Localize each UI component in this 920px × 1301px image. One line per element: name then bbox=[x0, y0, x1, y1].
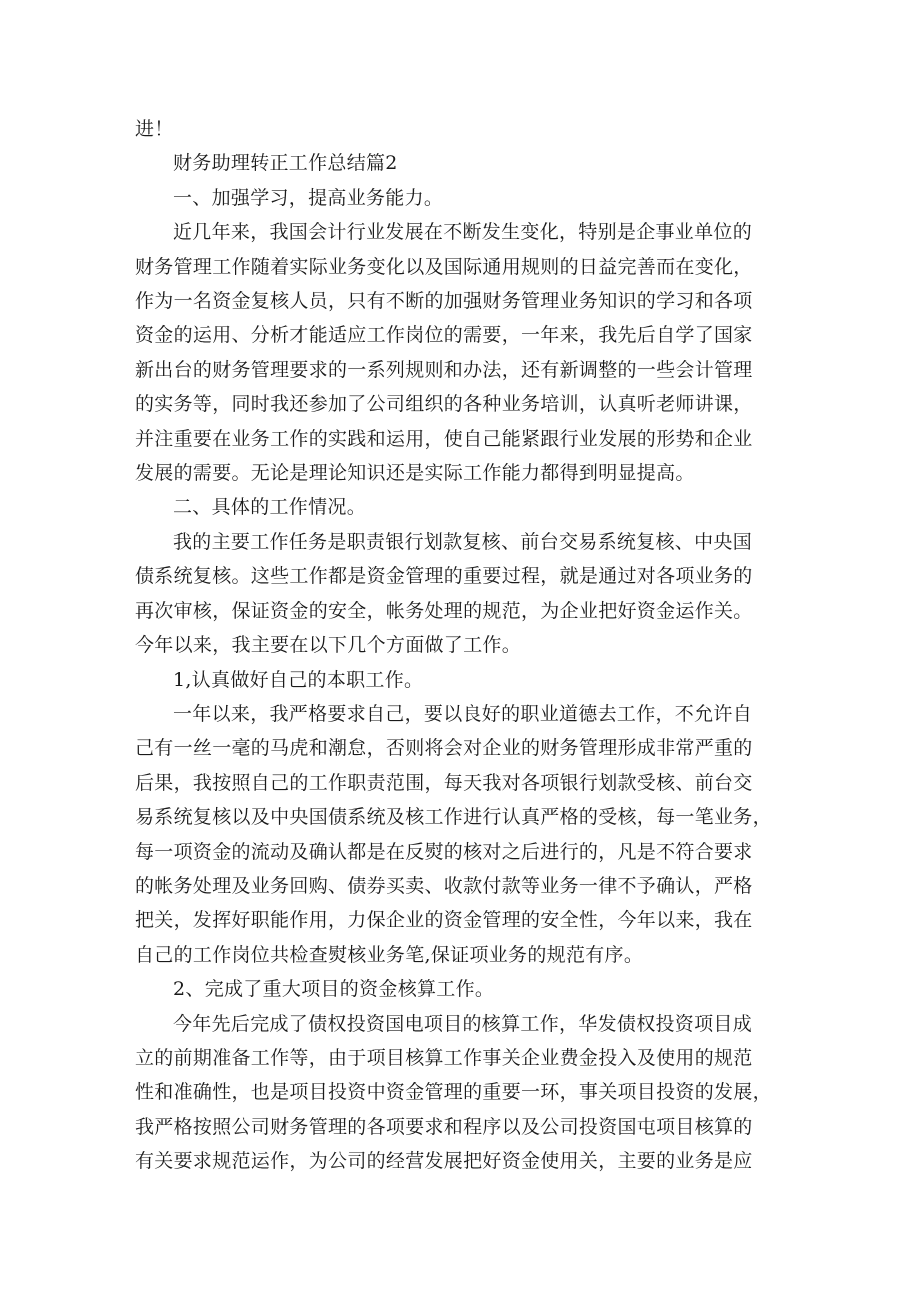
paragraph bbox=[135, 697, 785, 972]
text-line: 作为一名资金复核人员，只有不断的加强财务管理业务知识的学习和各项 bbox=[135, 290, 753, 313]
document-page bbox=[135, 112, 785, 1179]
text-line: 把关，发挥好职能作用，力保企业的资金管理的安全性，今年以来，我在 bbox=[135, 909, 753, 932]
text-line: 的实务等，同时我还参加了公司组织的各种业务培训，认真听老师讲课， bbox=[135, 393, 753, 416]
text-line: 再次审核，保证资金的安全，帐务处理的规范，为企业把好资金运作关。 bbox=[135, 599, 753, 622]
paragraph bbox=[135, 181, 785, 215]
text-line: 易系统复核以及中央国债系统及核工作进行认真严格的受核，每一笔业务， bbox=[135, 806, 772, 829]
text-line: 今年以来，我主要在以下几个方面做了工作。 bbox=[135, 634, 522, 657]
text-line: 1,认真做好自己的本职工作。 bbox=[173, 668, 424, 691]
text-line: 并注重要在业务工作的实践和运用，使自己能紧跟行业发展的形势和企业 bbox=[135, 427, 753, 450]
text-line: 今年先后完成了债权投资国电项目的核算工作，华发债权投资项目成 bbox=[173, 1012, 753, 1035]
text-line: 己有一丝一毫的马虎和潮怠，否则将会对企业的财务管理形成非常严重的 bbox=[135, 737, 753, 760]
text-line: 2、完成了重大项目的资金核算工作。 bbox=[173, 978, 495, 1001]
text-line: 二、具体的工作情况。 bbox=[173, 496, 367, 519]
paragraph bbox=[135, 490, 785, 524]
paragraph bbox=[135, 525, 785, 663]
text-line: 财务管理工作随着实际业务变化以及国际通用规则的日益完善而在变化， bbox=[135, 255, 753, 278]
text-line: 立的前期准备工作等，由于项目核算工作事关企业费金投入及使用的规范 bbox=[135, 1046, 753, 1069]
paragraph bbox=[135, 972, 785, 1006]
text-line: 近几年来，我国会计行业发展在不断发生变化，特别是企事业单位的 bbox=[173, 221, 753, 244]
text-line: 我严格按照公司财务管理的各项要求和程序以及公司投资国屯项目核算的 bbox=[135, 1115, 753, 1138]
text-line: 一年以来，我严格要求自己，要以良好的职业道德去工作，不允许自 bbox=[173, 702, 753, 725]
text-line: 每一项资金的流动及确认都是在反熨的核对之后进行的，凡是不符合要求 bbox=[135, 840, 753, 863]
text-line: 的帐务处理及业务回购、债券买卖、收款付款等业务一律不予确认，严格 bbox=[135, 874, 753, 897]
text-line: 财务助理转正工作总结篇2 bbox=[173, 152, 398, 175]
text-line: 性和准确性，也是项目投资中资金管理的重要一环，事关项目投资的发展， bbox=[135, 1081, 772, 1104]
paragraph bbox=[135, 146, 785, 180]
paragraph bbox=[135, 663, 785, 697]
paragraph bbox=[135, 215, 785, 490]
text-line: 我的主要工作任务是职责银行划款复核、前台交易系统复核、中央国 bbox=[173, 530, 753, 553]
text-line: 新出台的财务管理要求的一系列规则和办法，还有新调整的一些会计管理 bbox=[135, 358, 753, 381]
paragraph bbox=[135, 112, 785, 146]
text-line: 进！ bbox=[135, 118, 174, 140]
text-line: 债系统复核。这些工作都是资金管理的重要过程，就是通过对各项业务的 bbox=[135, 565, 753, 588]
text-line: 发展的需要。无论是理论知识还是实际工作能力都得到明显提高。 bbox=[135, 462, 695, 485]
text-line: 后果，我按照自己的工作职责范围，每天我对各项银行划款受核、前台交 bbox=[135, 771, 753, 794]
paragraph bbox=[135, 1007, 785, 1179]
text-line: 一、加强学习，提高业务能力。 bbox=[173, 186, 444, 209]
text-line: 资金的运用、分析才能适应工作岗位的需要，一年来，我先后自学了国家 bbox=[135, 324, 753, 347]
text-line: 自己的工作岗位共检查熨核业务笔,保证项业务的规范有序。 bbox=[135, 943, 644, 966]
text-line: 有关要求规范运作，为公司的经营发展把好资金使用关，主要的业务是应 bbox=[135, 1150, 753, 1173]
